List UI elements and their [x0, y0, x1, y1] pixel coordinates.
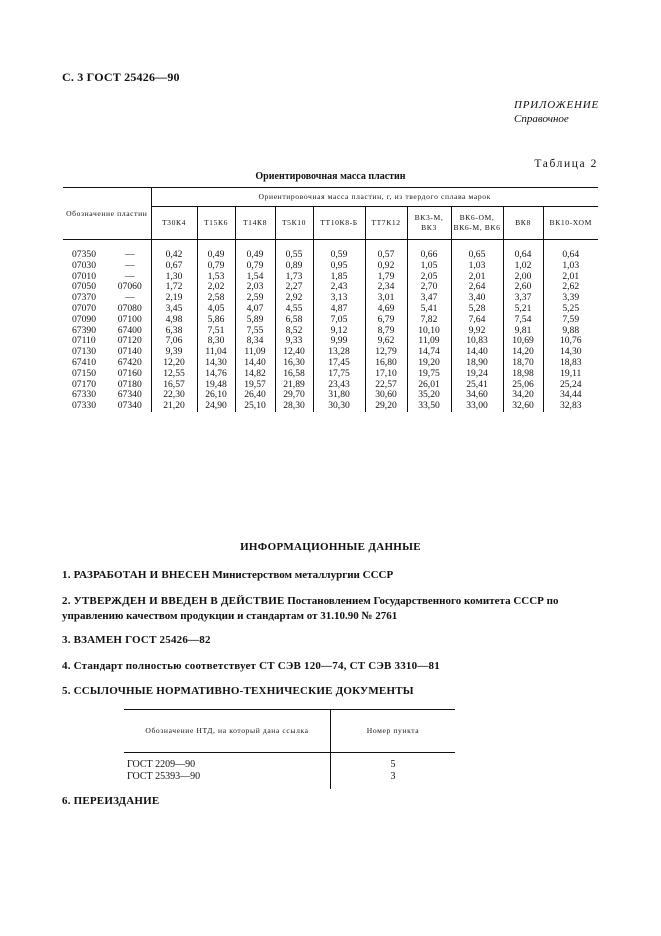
mass-value: 18,83 — [559, 356, 582, 368]
mass-value: 26,01 — [407, 380, 451, 391]
table-row — [124, 771, 455, 783]
mass-value: 19,48 — [197, 380, 235, 391]
designation-code-alt: 07340 — [109, 401, 151, 412]
column-header: Т15К6 — [197, 207, 235, 240]
mass-value: 13,28 — [313, 347, 365, 358]
mass-value: 16,30 — [275, 358, 313, 369]
ref-doc: ГОСТ 2209—90 — [124, 753, 331, 772]
mass-value: 17,45 — [313, 358, 365, 369]
mass-value: 1,53 — [197, 272, 235, 283]
mass-value: 18,90 — [451, 358, 503, 369]
mass-value: 34,44 — [559, 389, 582, 401]
mass-value: 34,60 — [451, 390, 503, 401]
appendix-subtitle: Справочное — [514, 113, 569, 125]
mass-value: 6,38 — [151, 326, 197, 337]
mass-value: 2,05 — [407, 272, 451, 283]
mass-value: 17,75 — [313, 369, 365, 380]
mass-value: 1,02 — [503, 261, 543, 272]
mass-value: 11,09 — [407, 336, 451, 347]
mass-value: 9,62 — [365, 336, 407, 347]
mass-value: 11,04 — [197, 347, 235, 358]
mass-value: 10,69 — [503, 336, 543, 347]
designation-code: 07090 — [72, 313, 96, 325]
mass-value: 14,40 — [451, 347, 503, 358]
page-header: С. 3 ГОСТ 25426—90 — [62, 70, 180, 84]
mass-value: 8,79 — [365, 326, 407, 337]
designation-code-alt: 07180 — [109, 380, 151, 391]
mass-value: 16,58 — [275, 369, 313, 380]
designation-code: 07030 — [72, 259, 96, 271]
mass-value: 19,20 — [407, 358, 451, 369]
mass-value: 3,37 — [503, 293, 543, 304]
refs-table — [124, 709, 455, 789]
mass-value: 4,98 — [151, 315, 197, 326]
designation-code-alt: 67340 — [109, 390, 151, 401]
designation-code: 67410 — [72, 356, 96, 368]
designation-code: 67390 — [72, 324, 96, 336]
designation-code-alt: — — [109, 240, 151, 261]
info-item-3 — [62, 633, 602, 648]
mass-value: 2,01 — [562, 270, 580, 282]
mass-value: 2,19 — [151, 293, 197, 304]
mass-value: 14,76 — [197, 369, 235, 380]
mass-value: 35,20 — [407, 390, 451, 401]
mass-value: 1,85 — [313, 272, 365, 283]
group-header: Ориентировочная масса пластин, г, из твердого сплава марок — [151, 188, 598, 207]
column-header: ВК10-ХОМ — [543, 207, 598, 240]
refs-header-doc: Обозначение НТД, на который дана ссылка — [124, 710, 331, 753]
designation-code-alt: 07080 — [109, 304, 151, 315]
designation-code-alt: 07140 — [109, 347, 151, 358]
mass-table-container — [63, 187, 598, 412]
designation-code-alt: 67400 — [109, 326, 151, 337]
mass-value: 5,28 — [451, 304, 503, 315]
mass-value: 0,49 — [235, 240, 275, 261]
mass-value: 0,92 — [365, 261, 407, 272]
mass-value: 4,87 — [313, 304, 365, 315]
info-item-1-keyword: 1. РАЗРАБОТАН И ВНЕСЕН — [62, 569, 210, 581]
mass-value: 26,10 — [197, 390, 235, 401]
info-item-2 — [62, 594, 602, 624]
mass-value: 3,01 — [365, 293, 407, 304]
designation-code-alt: — — [109, 293, 151, 304]
mass-value: 12,40 — [275, 347, 313, 358]
info-item-2-keyword: 2. УТВЕРЖДЕН И ВВЕДЕН В ДЕЙСТВИЕ — [62, 595, 285, 607]
column-header: Т30К4 — [151, 207, 197, 240]
mass-value: 2,43 — [313, 282, 365, 293]
appendix-title: ПРИЛОЖЕНИЕ — [514, 99, 599, 111]
info-item-5 — [62, 684, 602, 699]
mass-value: 5,21 — [503, 304, 543, 315]
mass-value: 0,79 — [197, 261, 235, 272]
mass-value: 18,98 — [503, 369, 543, 380]
mass-value: 5,41 — [407, 304, 451, 315]
mass-value: 31,80 — [313, 390, 365, 401]
spacer-cell — [331, 783, 456, 789]
table-row — [124, 753, 455, 772]
designation-code-alt: 07120 — [109, 336, 151, 347]
mass-value: 25,24 — [559, 378, 582, 390]
mass-value: 33,00 — [451, 401, 503, 412]
mass-value: 0,64 — [503, 240, 543, 261]
designation-code-alt: 07060 — [109, 282, 151, 293]
mass-value: 14,82 — [235, 369, 275, 380]
mass-value: 7,06 — [151, 336, 197, 347]
mass-value: 7,64 — [451, 315, 503, 326]
mass-value: 0,55 — [275, 240, 313, 261]
info-item-2-text: Постановлением Государственного комитета СССР по управлению качеством продукции и стандартам от 31.10.90 № 2761 — [62, 595, 559, 622]
mass-value: 30,60 — [365, 390, 407, 401]
mass-value: 0,64 — [562, 249, 580, 260]
column-header: Т14К8 — [235, 207, 275, 240]
designation-code: 07070 — [72, 302, 96, 314]
mass-value: 2,34 — [365, 282, 407, 293]
mass-value: 0,66 — [407, 240, 451, 261]
mass-value: 16,57 — [151, 380, 197, 391]
designation-code: 07330 — [72, 400, 96, 412]
mass-value: 19,24 — [451, 369, 503, 380]
mass-value: 8,30 — [197, 336, 235, 347]
mass-value: 5,89 — [235, 315, 275, 326]
mass-value: 3,40 — [451, 293, 503, 304]
mass-value: 9,81 — [503, 326, 543, 337]
mass-value: 7,82 — [407, 315, 451, 326]
mass-value: 6,79 — [365, 315, 407, 326]
mass-value: 6,58 — [275, 315, 313, 326]
column-header: ТТ10К8-Б — [313, 207, 365, 240]
mass-value: 9,39 — [151, 347, 197, 358]
mass-value: 2,60 — [503, 282, 543, 293]
mass-value: 9,33 — [275, 336, 313, 347]
mass-value: 8,52 — [275, 326, 313, 337]
mass-value: 2,92 — [275, 293, 313, 304]
mass-value: 1,79 — [365, 272, 407, 283]
mass-value: 7,54 — [503, 315, 543, 326]
mass-value: 5,86 — [197, 315, 235, 326]
mass-value: 24,90 — [197, 401, 235, 412]
mass-value: 0,95 — [313, 261, 365, 272]
mass-value: 32,60 — [503, 401, 543, 412]
mass-value: 9,88 — [562, 324, 580, 336]
refs-table-container — [124, 709, 455, 789]
mass-value: 25,06 — [503, 380, 543, 391]
mass-value: 3,13 — [313, 293, 365, 304]
mass-value: 0,79 — [235, 261, 275, 272]
mass-value: 21,89 — [275, 380, 313, 391]
mass-value: 1,72 — [151, 282, 197, 293]
mass-value: 1,73 — [275, 272, 313, 283]
mass-value: 14,30 — [197, 358, 235, 369]
mass-value: 7,51 — [197, 326, 235, 337]
mass-value: 1,03 — [562, 259, 580, 271]
mass-value: 2,27 — [275, 282, 313, 293]
column-header: Т5К10 — [275, 207, 313, 240]
mass-value: 22,57 — [365, 380, 407, 391]
mass-value: 9,92 — [451, 326, 503, 337]
mass-value: 25,10 — [235, 401, 275, 412]
designation-code-alt: 67420 — [109, 358, 151, 369]
mass-value: 1,05 — [407, 261, 451, 272]
info-item-1-text: Министерством металлургии СССР — [209, 569, 394, 581]
mass-value: 21,20 — [151, 401, 197, 412]
mass-value: 0,57 — [365, 240, 407, 261]
mass-value: 1,54 — [235, 272, 275, 283]
mass-value: 14,20 — [503, 347, 543, 358]
mass-value: 10,10 — [407, 326, 451, 337]
designation-code: 07050 — [72, 281, 96, 293]
mass-value: 7,55 — [235, 326, 275, 337]
ref-item-number: 3 — [390, 771, 396, 782]
spacer-cell — [124, 783, 331, 789]
designation-code: 07130 — [72, 346, 96, 358]
designation-code: 07170 — [72, 378, 96, 390]
refs-header-item: Номер пункта — [331, 710, 456, 753]
mass-value: 22,30 — [151, 390, 197, 401]
mass-value: 12,20 — [151, 358, 197, 369]
mass-value: 11,09 — [235, 347, 275, 358]
mass-value: 10,76 — [559, 335, 582, 347]
column-header: ВК8 — [503, 207, 543, 240]
table-row — [63, 240, 598, 261]
mass-value: 19,11 — [560, 367, 582, 379]
mass-value: 8,34 — [235, 336, 275, 347]
designation-code-alt: — — [109, 261, 151, 272]
designation-header: Обозначение пластин — [63, 188, 151, 240]
mass-value: 33,50 — [407, 401, 451, 412]
info-item-4 — [62, 659, 602, 674]
mass-value: 18,70 — [503, 358, 543, 369]
mass-value: 29,70 — [275, 390, 313, 401]
mass-value: 16,80 — [365, 358, 407, 369]
mass-value: 3,47 — [407, 293, 451, 304]
mass-value: 25,41 — [451, 380, 503, 391]
info-item-3-keyword: 3. ВЗАМЕН ГОСТ 25426—82 — [62, 634, 211, 646]
mass-value: 10,83 — [451, 336, 503, 347]
mass-value: 2,62 — [562, 281, 580, 293]
mass-value: 9,12 — [313, 326, 365, 337]
table-row — [63, 315, 598, 326]
mass-value: 28,30 — [275, 401, 313, 412]
mass-value: 3,39 — [562, 292, 580, 304]
mass-value: 4,55 — [275, 304, 313, 315]
designation-code: 07110 — [72, 335, 96, 347]
mass-value: 32,83 — [559, 400, 582, 412]
mass-value: 1,03 — [451, 261, 503, 272]
mass-value: 2,02 — [197, 282, 235, 293]
mass-value: 30,30 — [313, 401, 365, 412]
info-item-6-keyword: 6. ПЕРЕИЗДАНИЕ — [62, 795, 160, 807]
mass-value: 17,10 — [365, 369, 407, 380]
mass-value: 9,99 — [313, 336, 365, 347]
mass-value: 2,58 — [197, 293, 235, 304]
mass-value: 2,59 — [235, 293, 275, 304]
mass-value: 7,59 — [562, 313, 580, 325]
column-header: ВК3-М, ВК3 — [407, 207, 451, 240]
ref-doc: ГОСТ 25393—90 — [124, 771, 331, 783]
mass-value: 2,03 — [235, 282, 275, 293]
mass-value: 4,05 — [197, 304, 235, 315]
mass-value: 0,42 — [151, 240, 197, 261]
table-row — [63, 261, 598, 272]
mass-value: 4,07 — [235, 304, 275, 315]
designation-code: 07010 — [72, 270, 96, 282]
mass-value: 14,40 — [235, 358, 275, 369]
mass-value: 0,67 — [151, 261, 197, 272]
appendix-label — [514, 98, 599, 126]
mass-value: 1,30 — [151, 272, 197, 283]
mass-value: 2,00 — [503, 272, 543, 283]
designation-code-alt: 07160 — [109, 369, 151, 380]
designation-code: 07350 — [72, 249, 96, 260]
mass-value: 0,89 — [275, 261, 313, 272]
mass-value: 19,57 — [235, 380, 275, 391]
mass-value: 14,30 — [559, 346, 582, 358]
designation-code: 07370 — [72, 292, 96, 304]
designation-code-alt: 07100 — [109, 315, 151, 326]
ref-item-number: 5 — [390, 759, 396, 770]
mass-value: 4,69 — [365, 304, 407, 315]
mass-value: 3,45 — [151, 304, 197, 315]
designation-code-alt: — — [109, 272, 151, 283]
mass-value: 26,40 — [235, 390, 275, 401]
mass-value: 12,55 — [151, 369, 197, 380]
designation-code: 07150 — [72, 367, 96, 379]
mass-value: 34,20 — [503, 390, 543, 401]
mass-value: 0,65 — [451, 240, 503, 261]
mass-value: 7,05 — [313, 315, 365, 326]
mass-table — [63, 187, 598, 412]
table-spacer-row — [124, 783, 455, 789]
table-number: Таблица 2 — [534, 158, 598, 170]
mass-value: 2,70 — [407, 282, 451, 293]
mass-value: 19,75 — [407, 369, 451, 380]
info-item-6 — [62, 794, 602, 809]
refs-table-body — [124, 753, 455, 790]
designation-code: 67330 — [72, 389, 96, 401]
table-row — [63, 401, 598, 412]
info-item-1 — [62, 568, 602, 583]
mass-value: 2,01 — [451, 272, 503, 283]
table-title: Ориентировочная масса пластин — [255, 171, 406, 182]
mass-value: 0,49 — [197, 240, 235, 261]
column-header: ТТ7К12 — [365, 207, 407, 240]
mass-value: 12,79 — [365, 347, 407, 358]
info-title: ИНФОРМАЦИОННЫЕ ДАННЫЕ — [240, 541, 421, 553]
column-header: ВК6-ОМ, ВК6-М, ВК6 — [451, 207, 503, 240]
mass-value: 29,20 — [365, 401, 407, 412]
mass-value: 23,43 — [313, 380, 365, 391]
mass-value: 5,25 — [562, 302, 580, 314]
table-row — [63, 369, 598, 380]
info-item-5-keyword: 5. ССЫЛОЧНЫЕ НОРМАТИВНО-ТЕХНИЧЕСКИЕ ДОКУМЕНТЫ — [62, 685, 414, 697]
mass-value: 14,74 — [407, 347, 451, 358]
mass-value: 2,64 — [451, 282, 503, 293]
info-item-4-keyword: 4. Стандарт полностью соответствует СТ СЭВ 120—74, СТ СЭВ 3310—81 — [62, 660, 440, 672]
mass-table-body — [63, 240, 598, 412]
mass-value: 0,59 — [313, 240, 365, 261]
